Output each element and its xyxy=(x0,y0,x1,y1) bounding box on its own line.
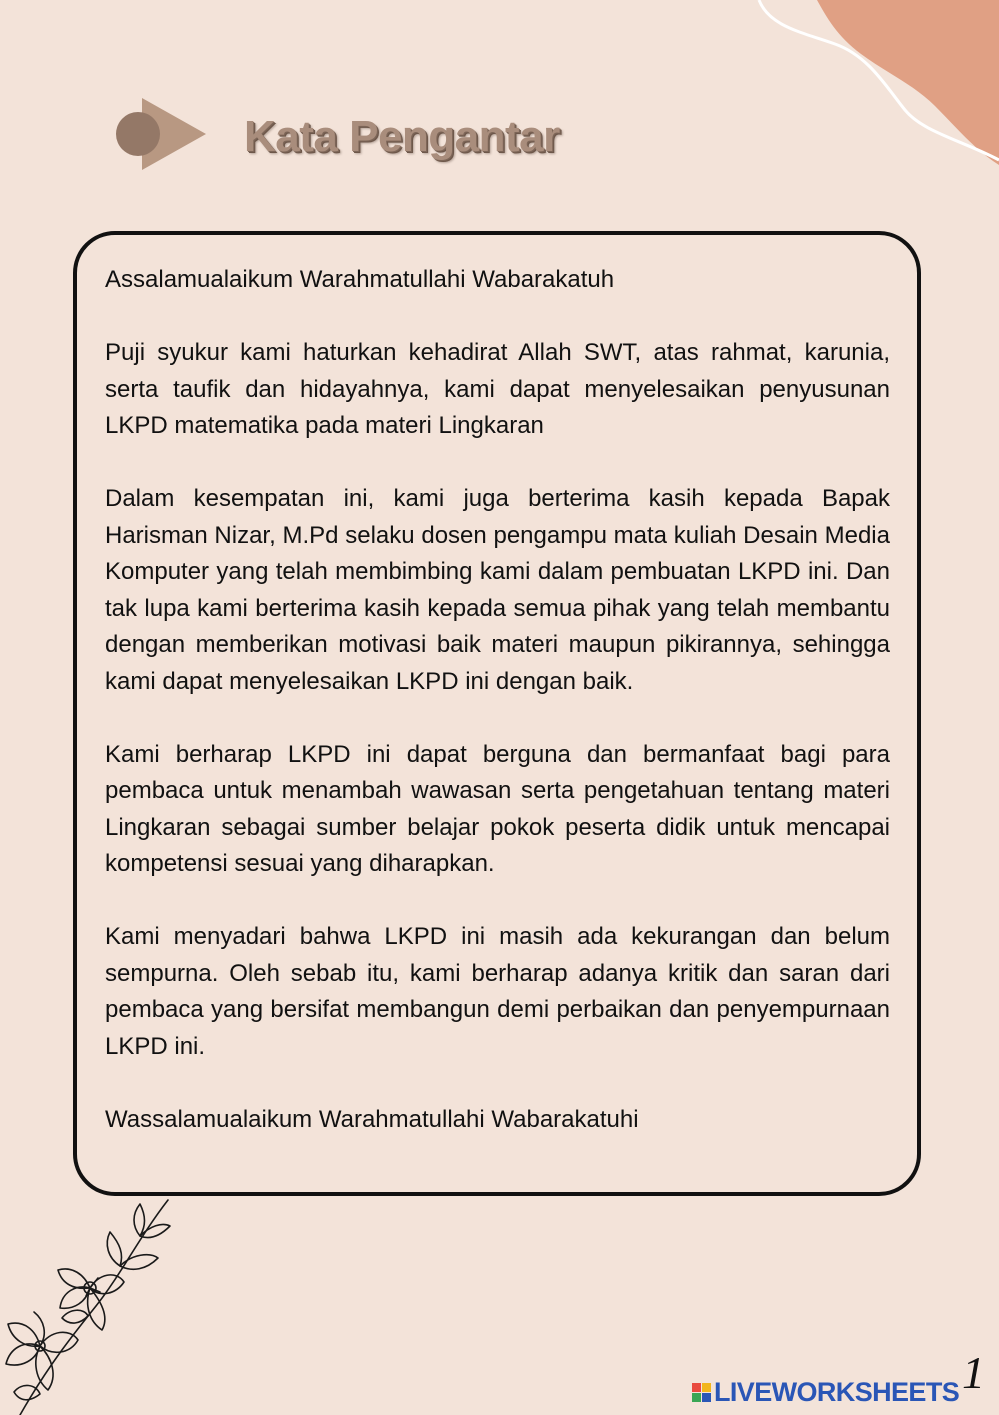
greeting: Assalamualaikum Warahmatullahi Wabarakatuh xyxy=(105,266,615,293)
preface-text xyxy=(105,262,890,1138)
paragraph: Puji syukur kami haturkan kehadirat Allah SWT, atas rahmat, karunia, serta taufik dan hidayahnya, kami dapat menyelesaikan penyusunan LKPD matematika pada materi Lingkaran xyxy=(105,339,890,439)
liveworksheets-logo-icon xyxy=(692,1383,711,1402)
play-arrow-icon xyxy=(112,96,212,172)
closing: Wassalamualaikum Warahmatullahi Wabarakatuhi xyxy=(105,1105,639,1133)
paragraph: Kami menyadari bahwa LKPD ini masih ada kekurangan dan belum sempurna. Oleh sebab itu, kami berharap adanya kritik dan saran dari pembaca yang bersifat membangun demi perbaikan dan penyempurnaan LKPD ini. xyxy=(105,923,890,1060)
liveworksheets-brand xyxy=(692,1376,959,1408)
flower-decoration xyxy=(0,1196,180,1415)
page-number: 1 xyxy=(962,1347,985,1398)
page-title: Kata Pengantar xyxy=(244,112,560,161)
paragraph: Kami berharap LKPD ini dapat berguna dan bermanfaat bagi para pembaca untuk menambah wawasan serta pengetahuan tentang materi Lingkaran sebagai sumber belajar pokok peserta didik untuk mencapai kompetensi sesuai yang diharapkan. xyxy=(105,740,890,877)
corner-blob-decoration xyxy=(739,0,999,170)
paragraph: Dalam kesempatan ini, kami juga berterima kasih kepada Bapak Harisman Nizar, M.Pd selaku dosen pengampu mata kuliah Desain Media Komputer yang telah membimbing kami dalam pembuatan LKPD ini. Dan tak lupa kami berterima kasih kepada semua pihak yang telah membantu dengan memberikan motivasi baik materi maupun pikirannya, sehingga kami dapat menyelesaikan LKPD ini dengan baik. xyxy=(105,485,890,695)
brand-name: LIVEWORKSHEETS xyxy=(714,1376,960,1407)
